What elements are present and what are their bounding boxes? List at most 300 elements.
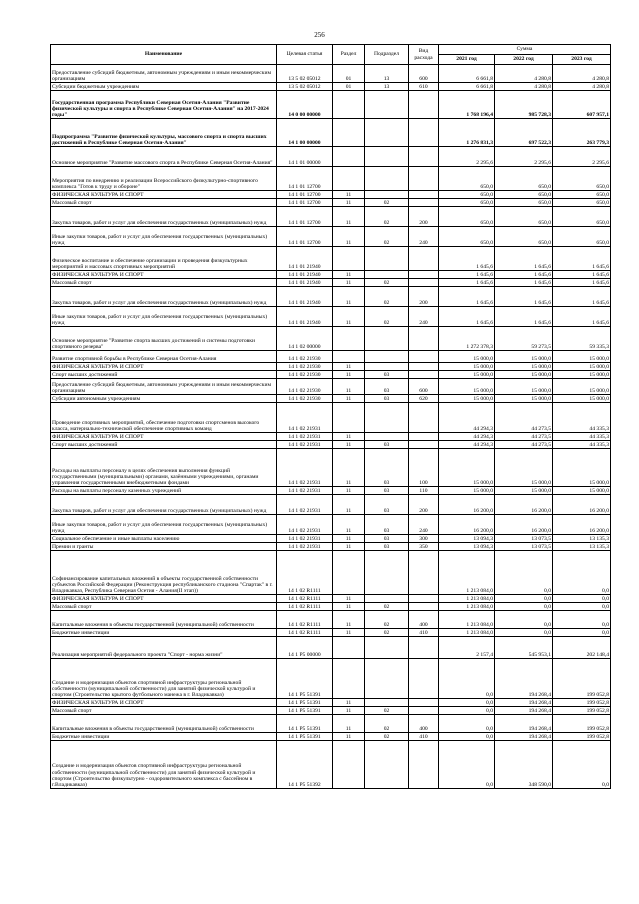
cell-subsection: [365, 741, 409, 789]
cell-y2023: 0,0: [553, 629, 611, 637]
cell-subsection: 02: [365, 199, 409, 207]
cell-y2023: 199 052,8: [553, 699, 611, 707]
cell-y2022: 15 000,0: [495, 379, 553, 395]
cell-subsection: 02: [365, 629, 409, 637]
cell-expense: [409, 595, 439, 603]
cell-expense: 240: [409, 307, 439, 327]
cell-article: 14 1 01 00000: [277, 147, 333, 167]
cell-subsection: 02: [365, 733, 409, 741]
table-row: [51, 403, 611, 433]
cell-y2021: 1 645,6: [439, 287, 495, 307]
cell-y2023: 15 000,0: [553, 449, 611, 487]
cell-article: 14 1 02 R1111: [277, 595, 333, 603]
cell-y2022: 44 273,5: [495, 441, 553, 449]
cell-subsection: 02: [365, 207, 409, 227]
cell-name: Предоставление субсидий бюджетным, автономным учреждениям и иным некоммерческим организациям: [51, 65, 277, 83]
cell-expense: [409, 637, 439, 659]
cell-subsection: [365, 327, 409, 351]
cell-name: Субсидии бюджетным учреждениям: [51, 83, 277, 91]
cell-name: Физическое воспитание и обеспечение организации и проведения физкультурных мероприятий и массовых спортивных мероприятий: [51, 247, 277, 271]
cell-y2023: 1 645,6: [553, 279, 611, 287]
cell-y2023: 199 052,8: [553, 659, 611, 699]
cell-expense: [409, 199, 439, 207]
cell-name: Иные закупки товаров, работ и услуг для обеспечения государственных (муниципальных) нужд: [51, 307, 277, 327]
cell-y2022: 650,0: [495, 191, 553, 199]
cell-y2023: 2 295,6: [553, 147, 611, 167]
cell-y2022: 4 280,8: [495, 83, 553, 91]
cell-section: [333, 351, 365, 363]
cell-name: Спорт высших достижений: [51, 441, 277, 449]
cell-y2022: 16 200,0: [495, 515, 553, 535]
table-row: [51, 279, 611, 287]
cell-y2023: 44 335,3: [553, 433, 611, 441]
cell-subsection: 02: [365, 707, 409, 715]
header-2023: 2023 год: [553, 55, 611, 65]
cell-subsection: [365, 637, 409, 659]
cell-expense: 200: [409, 287, 439, 307]
cell-article: 14 1 02 21931: [277, 441, 333, 449]
cell-subsection: [365, 403, 409, 433]
cell-subsection: 02: [365, 611, 409, 629]
cell-subsection: 03: [365, 449, 409, 487]
cell-name: Основное мероприятие "Развитие массового спорта в Республике Северная Осетия-Алания": [51, 147, 277, 167]
cell-article: 13 5 02 05012: [277, 83, 333, 91]
table-row: [51, 449, 611, 487]
cell-name: Массовый спорт: [51, 707, 277, 715]
cell-y2021: 1 645,6: [439, 307, 495, 327]
cell-section: 11: [333, 629, 365, 637]
cell-subsection: [365, 247, 409, 271]
cell-article: 14 1 P5 51391: [277, 699, 333, 707]
cell-y2022: 1 645,6: [495, 271, 553, 279]
cell-y2022: 15 000,0: [495, 351, 553, 363]
cell-y2021: 13 094,3: [439, 543, 495, 551]
cell-subsection: 03: [365, 495, 409, 515]
cell-y2023: 199 052,8: [553, 715, 611, 733]
cell-y2021: 15 000,0: [439, 351, 495, 363]
cell-section: [333, 741, 365, 789]
cell-section: 01: [333, 65, 365, 83]
cell-name: Массовый спорт: [51, 279, 277, 287]
cell-article: 14 1 02 21931: [277, 515, 333, 535]
cell-subsection: 02: [365, 227, 409, 247]
cell-name: Создание и модернизация объектов спортивной инфраструктуры региональной собственности (муниципальной собственности) для занятий физической культурой и спортом (Строительство физкультурно - оздоровительного комплекса с бассейном в г.Владикавказ): [51, 741, 277, 789]
cell-y2022: 1 645,6: [495, 287, 553, 307]
cell-y2022: 194 268,4: [495, 715, 553, 733]
cell-y2023: 1 645,6: [553, 247, 611, 271]
cell-y2023: 15 000,0: [553, 487, 611, 495]
cell-name: Закупка товаров, работ и услуг для обеспечения государственных (муниципальных) нужд: [51, 207, 277, 227]
cell-expense: [409, 741, 439, 789]
cell-name: Субсидии автономным учреждениям: [51, 395, 277, 403]
cell-subsection: [365, 363, 409, 371]
cell-expense: 200: [409, 495, 439, 515]
cell-y2022: 0,0: [495, 611, 553, 629]
cell-y2023: 199 052,8: [553, 733, 611, 741]
cell-subsection: [365, 271, 409, 279]
cell-name: Социальное обеспечение и иные выплаты населению: [51, 535, 277, 543]
cell-expense: 240: [409, 515, 439, 535]
cell-y2023: 1 645,6: [553, 271, 611, 279]
cell-y2023: 202 148,4: [553, 637, 611, 659]
cell-y2022: 15 000,0: [495, 363, 553, 371]
cell-y2021: 1 213 084,0: [439, 611, 495, 629]
cell-subsection: [365, 191, 409, 199]
cell-y2021: 6 661,8: [439, 65, 495, 83]
cell-subsection: [365, 551, 409, 595]
cell-y2021: 1 768 196,4: [439, 91, 495, 119]
cell-section: 11: [333, 515, 365, 535]
header-subsection: Подраздел: [365, 45, 409, 65]
cell-subsection: [365, 595, 409, 603]
cell-name: Спорт высших достижений: [51, 371, 277, 379]
cell-expense: 300: [409, 535, 439, 543]
cell-y2022: 15 000,0: [495, 449, 553, 487]
cell-article: 14 1 01 21940: [277, 247, 333, 271]
cell-expense: [409, 403, 439, 433]
cell-y2021: 650,0: [439, 227, 495, 247]
cell-section: 11: [333, 733, 365, 741]
cell-section: [333, 91, 365, 119]
cell-section: 11: [333, 307, 365, 327]
cell-y2022: 59 273,5: [495, 327, 553, 351]
table-row: [51, 441, 611, 449]
cell-section: [333, 147, 365, 167]
cell-section: 11: [333, 271, 365, 279]
cell-y2021: 1 645,6: [439, 271, 495, 279]
table-row: [51, 629, 611, 637]
cell-expense: 350: [409, 543, 439, 551]
cell-section: [333, 637, 365, 659]
cell-y2022: 650,0: [495, 199, 553, 207]
cell-subsection: 03: [365, 535, 409, 543]
cell-article: 14 1 02 21931: [277, 495, 333, 515]
table-row: [51, 487, 611, 495]
cell-section: 11: [333, 433, 365, 441]
cell-y2021: 15 000,0: [439, 395, 495, 403]
cell-y2023: 650,0: [553, 207, 611, 227]
cell-y2022: 194 268,4: [495, 659, 553, 699]
cell-expense: 410: [409, 733, 439, 741]
cell-expense: 400: [409, 715, 439, 733]
cell-name: Расходы на выплаты персоналу казенных учреждений: [51, 487, 277, 495]
cell-y2023: 4 280,8: [553, 65, 611, 83]
cell-article: 14 1 01 12700: [277, 191, 333, 199]
cell-subsection: [365, 351, 409, 363]
cell-article: 14 1 02 21930: [277, 351, 333, 363]
cell-subsection: [365, 119, 409, 147]
cell-expense: [409, 699, 439, 707]
table-row: [51, 167, 611, 191]
cell-y2021: 650,0: [439, 191, 495, 199]
cell-article: 13 5 02 05012: [277, 65, 333, 83]
cell-y2022: 0,0: [495, 595, 553, 603]
cell-subsection: 03: [365, 543, 409, 551]
cell-y2021: 16 200,0: [439, 515, 495, 535]
cell-name: Закупка товаров, работ и услуг для обеспечения государственных (муниципальных) нужд: [51, 287, 277, 307]
cell-expense: 600: [409, 65, 439, 83]
cell-name: ФИЗИЧЕСКАЯ КУЛЬТУРА И СПОРТ: [51, 191, 277, 199]
cell-y2021: 15 000,0: [439, 363, 495, 371]
cell-y2023: 1 645,6: [553, 287, 611, 307]
cell-section: [333, 659, 365, 699]
header-article: Целевая статья: [277, 45, 333, 65]
cell-expense: 110: [409, 487, 439, 495]
cell-y2022: 16 200,0: [495, 495, 553, 515]
cell-section: 11: [333, 199, 365, 207]
cell-name: Премии и гранты: [51, 543, 277, 551]
table-row: [51, 659, 611, 699]
table-row: [51, 119, 611, 147]
cell-subsection: [365, 699, 409, 707]
cell-article: 14 1 02 21931: [277, 403, 333, 433]
cell-subsection: 03: [365, 441, 409, 449]
cell-article: 14 1 02 21931: [277, 535, 333, 543]
cell-section: 11: [333, 707, 365, 715]
cell-name: ФИЗИЧЕСКАЯ КУЛЬТУРА И СПОРТ: [51, 363, 277, 371]
cell-subsection: 02: [365, 715, 409, 733]
cell-section: [333, 119, 365, 147]
cell-y2021: 13 094,3: [439, 535, 495, 543]
cell-y2022: 13 073,5: [495, 543, 553, 551]
cell-section: [333, 403, 365, 433]
cell-subsection: 03: [365, 515, 409, 535]
cell-y2023: 15 000,0: [553, 371, 611, 379]
table-row: [51, 603, 611, 611]
cell-y2021: 650,0: [439, 207, 495, 227]
header-sum: Сумма: [439, 45, 611, 55]
cell-y2023: 0,0: [553, 611, 611, 629]
cell-y2021: 0,0: [439, 715, 495, 733]
cell-subsection: 13: [365, 83, 409, 91]
cell-y2023: 15 000,0: [553, 379, 611, 395]
cell-article: 14 1 02 21931: [277, 487, 333, 495]
cell-y2021: 15 000,0: [439, 487, 495, 495]
cell-name: ФИЗИЧЕСКАЯ КУЛЬТУРА И СПОРТ: [51, 271, 277, 279]
cell-y2021: 2 157,4: [439, 637, 495, 659]
cell-article: 14 1 02 21930: [277, 379, 333, 395]
cell-name: ФИЗИЧЕСКАЯ КУЛЬТУРА И СПОРТ: [51, 595, 277, 603]
cell-section: 11: [333, 699, 365, 707]
cell-subsection: 02: [365, 307, 409, 327]
cell-name: Расходы на выплаты персоналу в целях обеспечения выполнения функций государственными (муниципальными) органами, казёнными учреждениями, органами управления государственными внебюджетными фондами: [51, 449, 277, 487]
cell-y2021: 1 645,6: [439, 247, 495, 271]
cell-y2023: 607 957,1: [553, 91, 611, 119]
cell-expense: [409, 327, 439, 351]
table-row: [51, 379, 611, 395]
cell-expense: [409, 147, 439, 167]
cell-article: 14 1 02 R1111: [277, 551, 333, 595]
cell-y2022: 1 645,6: [495, 279, 553, 287]
cell-y2023: 44 335,3: [553, 403, 611, 433]
cell-expense: [409, 659, 439, 699]
cell-name: Создание и модернизация объектов спортивной инфраструктуры региональной собственности (муниципальной собственности) для занятий физической культурой и спортом (Строительство крытого футбольного манежа в г. Владикавказ): [51, 659, 277, 699]
table-body: [51, 65, 611, 789]
cell-expense: [409, 271, 439, 279]
cell-y2023: 650,0: [553, 227, 611, 247]
page-number: 256: [314, 31, 325, 39]
cell-name: Софинансирование капитальных вложений в объекты государственной собственности субъектов Российской Федерации (Реконструкция республиканского стадиона "Спартак" в г. Владикавказ, Республика Северная Осетия - Алания(II этап)): [51, 551, 277, 595]
table-row: [51, 741, 611, 789]
cell-name: Иные закупки товаров, работ и услуг для обеспечения государственных (муниципальных) нужд: [51, 227, 277, 247]
cell-y2021: 1 272 378,3: [439, 327, 495, 351]
cell-article: 14 1 P5 51392: [277, 741, 333, 789]
cell-section: 11: [333, 495, 365, 515]
cell-y2022: 1 645,6: [495, 247, 553, 271]
cell-article: 14 1 02 R1111: [277, 603, 333, 611]
table-row: [51, 351, 611, 363]
cell-expense: 410: [409, 629, 439, 637]
cell-article: 14 1 02 21931: [277, 449, 333, 487]
cell-name: Капитальные вложения в объекты государственной (муниципальной) собственности: [51, 715, 277, 733]
cell-y2021: 6 661,8: [439, 83, 495, 91]
cell-y2023: 263 779,3: [553, 119, 611, 147]
cell-y2021: 0,0: [439, 659, 495, 699]
table-row: [51, 595, 611, 603]
cell-expense: 200: [409, 207, 439, 227]
cell-y2022: 1 645,6: [495, 307, 553, 327]
cell-article: 14 1 P5 51391: [277, 659, 333, 699]
cell-name: Иные закупки товаров, работ и услуг для обеспечения государственных (муниципальных) нужд: [51, 515, 277, 535]
cell-expense: 610: [409, 83, 439, 91]
cell-y2021: 1 213 084,0: [439, 595, 495, 603]
cell-article: 14 0 00 00000: [277, 91, 333, 119]
table-row: [51, 551, 611, 595]
cell-y2023: 650,0: [553, 167, 611, 191]
cell-expense: [409, 551, 439, 595]
cell-y2021: 1 276 831,3: [439, 119, 495, 147]
cell-name: ФИЗИЧЕСКАЯ КУЛЬТУРА И СПОРТ: [51, 433, 277, 441]
cell-expense: [409, 119, 439, 147]
cell-y2022: 697 522,3: [495, 119, 553, 147]
cell-name: Капитальные вложения в объекты государственной (муниципальной) собственности: [51, 611, 277, 629]
cell-expense: [409, 279, 439, 287]
cell-subsection: 02: [365, 287, 409, 307]
cell-subsection: 02: [365, 603, 409, 611]
cell-y2021: 1 213 084,0: [439, 629, 495, 637]
cell-subsection: [365, 167, 409, 191]
cell-article: 14 1 P5 51391: [277, 715, 333, 733]
cell-y2023: 0,0: [553, 551, 611, 595]
cell-y2021: 650,0: [439, 199, 495, 207]
cell-subsection: [365, 147, 409, 167]
cell-subsection: [365, 91, 409, 119]
table-row: [51, 227, 611, 247]
table-row: [51, 371, 611, 379]
cell-expense: [409, 247, 439, 271]
cell-expense: [409, 371, 439, 379]
cell-y2023: 650,0: [553, 191, 611, 199]
cell-article: 14 1 02 00000: [277, 327, 333, 351]
cell-section: [333, 551, 365, 595]
cell-y2021: 44 294,3: [439, 403, 495, 433]
cell-expense: [409, 191, 439, 199]
cell-article: 14 1 P5 00000: [277, 637, 333, 659]
cell-expense: 620: [409, 395, 439, 403]
cell-name: ФИЗИЧЕСКАЯ КУЛЬТУРА И СПОРТ: [51, 699, 277, 707]
cell-article: 14 1 01 12700: [277, 207, 333, 227]
cell-article: 14 1 01 21940: [277, 271, 333, 279]
cell-y2022: 44 273,5: [495, 433, 553, 441]
cell-y2023: 15 000,0: [553, 395, 611, 403]
cell-y2022: 15 000,0: [495, 487, 553, 495]
table-row: [51, 707, 611, 715]
cell-y2023: 44 335,3: [553, 441, 611, 449]
cell-expense: [409, 91, 439, 119]
cell-y2022: 194 268,4: [495, 707, 553, 715]
cell-subsection: 02: [365, 279, 409, 287]
cell-section: 11: [333, 379, 365, 395]
table-row: [51, 191, 611, 199]
cell-section: 01: [333, 83, 365, 91]
cell-expense: 100: [409, 449, 439, 487]
header-name: Наименование: [51, 45, 277, 65]
cell-name: Массовый спорт: [51, 603, 277, 611]
cell-section: [333, 167, 365, 191]
cell-y2021: 44 294,3: [439, 441, 495, 449]
table-row: [51, 433, 611, 441]
cell-y2021: 0,0: [439, 733, 495, 741]
cell-expense: 600: [409, 379, 439, 395]
cell-expense: [409, 603, 439, 611]
header-2021: 2021 год: [439, 55, 495, 65]
cell-y2022: 650,0: [495, 227, 553, 247]
cell-y2023: 199 052,8: [553, 707, 611, 715]
cell-section: 11: [333, 441, 365, 449]
cell-expense: [409, 441, 439, 449]
header-2022: 2022 год: [495, 55, 553, 65]
table-row: [51, 287, 611, 307]
cell-y2021: 1 213 084,0: [439, 603, 495, 611]
cell-expense: 240: [409, 227, 439, 247]
cell-y2023: 0,0: [553, 595, 611, 603]
cell-expense: [409, 351, 439, 363]
cell-expense: [409, 167, 439, 191]
cell-name: Проведение спортивных мероприятий, обеспечение подготовки спортсменов высокого класса, материально-технической обеспечение спортивных команд: [51, 403, 277, 433]
cell-section: 11: [333, 227, 365, 247]
cell-y2023: 13 135,3: [553, 543, 611, 551]
cell-name: Бюджетные инвестиции: [51, 733, 277, 741]
cell-y2022: 545 953,1: [495, 637, 553, 659]
table-row: [51, 395, 611, 403]
cell-section: 11: [333, 543, 365, 551]
cell-y2022: 2 295,6: [495, 147, 553, 167]
cell-section: 11: [333, 279, 365, 287]
cell-y2023: 13 135,3: [553, 535, 611, 543]
cell-name: Реализация мероприятий федерального проекта "Спорт - норма жизни": [51, 637, 277, 659]
cell-y2021: 1 645,6: [439, 279, 495, 287]
cell-section: 11: [333, 207, 365, 227]
table-row: [51, 247, 611, 271]
cell-y2022: 985 728,3: [495, 91, 553, 119]
cell-y2021: 44 294,3: [439, 433, 495, 441]
cell-article: 14 1 01 12700: [277, 167, 333, 191]
cell-article: 14 1 01 21940: [277, 307, 333, 327]
cell-y2022: 348 590,0: [495, 741, 553, 789]
table-row: [51, 199, 611, 207]
cell-section: 11: [333, 535, 365, 543]
cell-y2022: 194 268,4: [495, 733, 553, 741]
table-row: [51, 83, 611, 91]
cell-y2022: 650,0: [495, 207, 553, 227]
cell-name: Подпрограмма "Развитие физической культуры, массового спорта и спорта высших достижений в Республике Северная Осетия-Алания": [51, 119, 277, 147]
cell-article: 14 1 P5 51391: [277, 733, 333, 741]
table-row: [51, 363, 611, 371]
cell-y2021: 15 000,0: [439, 379, 495, 395]
table-row: [51, 147, 611, 167]
cell-y2021: 0,0: [439, 741, 495, 789]
table-row: [51, 307, 611, 327]
